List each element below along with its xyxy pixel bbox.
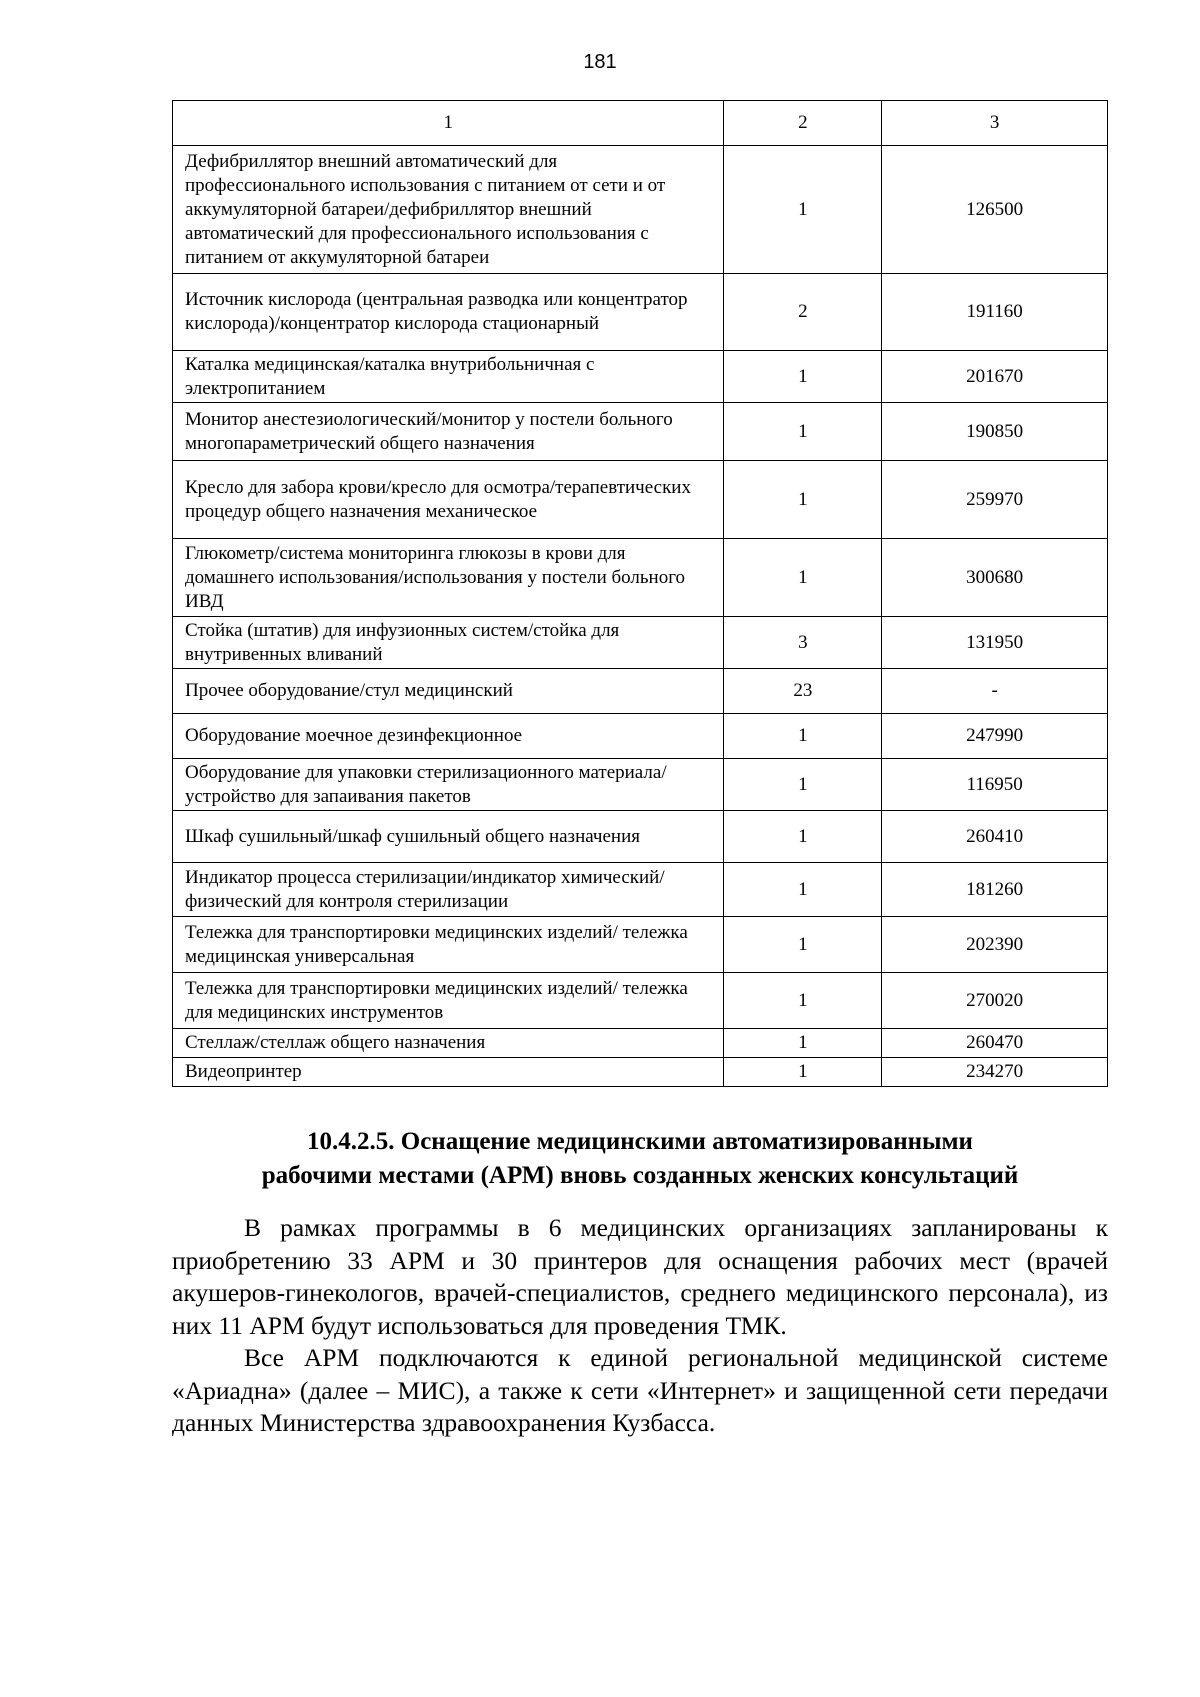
equipment-name: Шкаф сушильный/шкаф сушильный общего назначения bbox=[173, 811, 724, 863]
equipment-quantity: 1 bbox=[724, 403, 882, 461]
table-row bbox=[173, 1058, 1108, 1087]
equipment-name: Монитор анестезиологический/монитор у постели больного многопараметрический общего назначения bbox=[173, 403, 724, 461]
table-row bbox=[173, 811, 1108, 863]
equipment-quantity: 1 bbox=[724, 1058, 882, 1087]
table-row bbox=[173, 617, 1108, 669]
equipment-price: 247990 bbox=[882, 714, 1108, 759]
equipment-name: Прочее оборудование/стул медицинский bbox=[173, 669, 724, 714]
section-heading-line-1: 10.4.2.5. Оснащение медицинскими автоматизированными bbox=[307, 1128, 973, 1155]
table-row bbox=[173, 973, 1108, 1029]
equipment-name: Глюкометр/система мониторинга глюкозы в крови для домашнего использования/использования у постели больного ИВД bbox=[173, 539, 724, 617]
table-row bbox=[173, 917, 1108, 973]
equipment-price: - bbox=[882, 669, 1108, 714]
equipment-price: 259970 bbox=[882, 461, 1108, 539]
equipment-quantity: 1 bbox=[724, 539, 882, 617]
table-row bbox=[173, 669, 1108, 714]
equipment-quantity: 1 bbox=[724, 351, 882, 403]
equipment-price: 116950 bbox=[882, 759, 1108, 811]
equipment-name: Кресло для забора крови/кресло для осмотра/терапевтических процедур общего назначения механическое bbox=[173, 461, 724, 539]
equipment-quantity: 23 bbox=[724, 669, 882, 714]
table-row bbox=[173, 274, 1108, 351]
table-row bbox=[173, 714, 1108, 759]
equipment-name: Стойка (штатив) для инфузионных систем/стойка для внутривенных вливаний bbox=[173, 617, 724, 669]
equipment-quantity: 1 bbox=[724, 863, 882, 917]
equipment-table bbox=[172, 100, 1108, 1087]
column-header-2: 2 bbox=[724, 101, 882, 146]
body-text bbox=[172, 1212, 1108, 1440]
equipment-name: Источник кислорода (центральная разводка или концентратор кислорода)/концентратор кислорода стационарный bbox=[173, 274, 724, 351]
equipment-quantity: 1 bbox=[724, 461, 882, 539]
table-row bbox=[173, 759, 1108, 811]
equipment-price: 190850 bbox=[882, 403, 1108, 461]
equipment-price: 202390 bbox=[882, 917, 1108, 973]
equipment-name: Тележка для транспортировки медицинских изделий/ тележка медицинская универсальная bbox=[173, 917, 724, 973]
table-row bbox=[173, 863, 1108, 917]
equipment-price: 234270 bbox=[882, 1058, 1108, 1087]
equipment-quantity: 1 bbox=[724, 1029, 882, 1058]
equipment-name: Дефибриллятор внешний автоматический для профессионального использования с питанием от сети и от аккумуляторной батареи/дефибриллятор внешний автоматический для профессионального использования с питанием от аккумуляторной батареи bbox=[173, 146, 724, 274]
equipment-price: 270020 bbox=[882, 973, 1108, 1029]
column-header-3: 3 bbox=[882, 101, 1108, 146]
equipment-quantity: 2 bbox=[724, 274, 882, 351]
table-row bbox=[173, 461, 1108, 539]
section-heading-line-2: рабочими местами (АРМ) вновь созданных женских консультаций bbox=[261, 1162, 1019, 1189]
equipment-name: Видеопринтер bbox=[173, 1058, 724, 1087]
equipment-price: 201670 bbox=[882, 351, 1108, 403]
equipment-name: Стеллаж/стеллаж общего назначения bbox=[173, 1029, 724, 1058]
equipment-quantity: 1 bbox=[724, 146, 882, 274]
page-number: 181 bbox=[583, 51, 617, 73]
equipment-quantity: 1 bbox=[724, 917, 882, 973]
table-row bbox=[173, 351, 1108, 403]
equipment-name: Каталка медицинская/каталка внутрибольничная с электропитанием bbox=[173, 351, 724, 403]
equipment-name: Оборудование для упаковки стерилизационного материала/устройство для запаивания пакетов bbox=[173, 759, 724, 811]
table-row bbox=[173, 1029, 1108, 1058]
column-header-1: 1 bbox=[173, 101, 724, 146]
equipment-price: 260410 bbox=[882, 811, 1108, 863]
equipment-quantity: 1 bbox=[724, 714, 882, 759]
equipment-quantity: 1 bbox=[724, 759, 882, 811]
equipment-quantity: 1 bbox=[724, 973, 882, 1029]
table-header-row bbox=[173, 101, 1108, 146]
equipment-price: 181260 bbox=[882, 863, 1108, 917]
table-row bbox=[173, 146, 1108, 274]
section-heading bbox=[172, 1125, 1108, 1193]
equipment-name: Оборудование моечное дезинфекционное bbox=[173, 714, 724, 759]
equipment-price: 191160 bbox=[882, 274, 1108, 351]
paragraph: Все АРМ подключаются к единой региональной медицинской системе «Ариадна» (далее – МИС), а также к сети «Интернет» и защищенной сети передачи данных Министерства здравоохранения Кузбасса. bbox=[172, 1343, 1108, 1437]
equipment-price: 260470 bbox=[882, 1029, 1108, 1058]
equipment-name: Тележка для транспортировки медицинских изделий/ тележка для медицинских инструментов bbox=[173, 973, 724, 1029]
table-row bbox=[173, 403, 1108, 461]
equipment-quantity: 3 bbox=[724, 617, 882, 669]
equipment-quantity: 1 bbox=[724, 811, 882, 863]
equipment-price: 131950 bbox=[882, 617, 1108, 669]
paragraph: В рамках программы в 6 медицинских организациях запланированы к приобретению 33 АРМ и 30 принтеров для оснащения рабочих мест (врачей акушеров-гинекологов, врачей-специалистов, среднего медицинского персонала), из них 11 АРМ будут использоваться для проведения ТМК. bbox=[172, 1213, 1108, 1340]
equipment-name: Индикатор процесса стерилизации/индикатор химический/физический для контроля стерилизации bbox=[173, 863, 724, 917]
equipment-price: 300680 bbox=[882, 539, 1108, 617]
equipment-price: 126500 bbox=[882, 146, 1108, 274]
table-row bbox=[173, 539, 1108, 617]
